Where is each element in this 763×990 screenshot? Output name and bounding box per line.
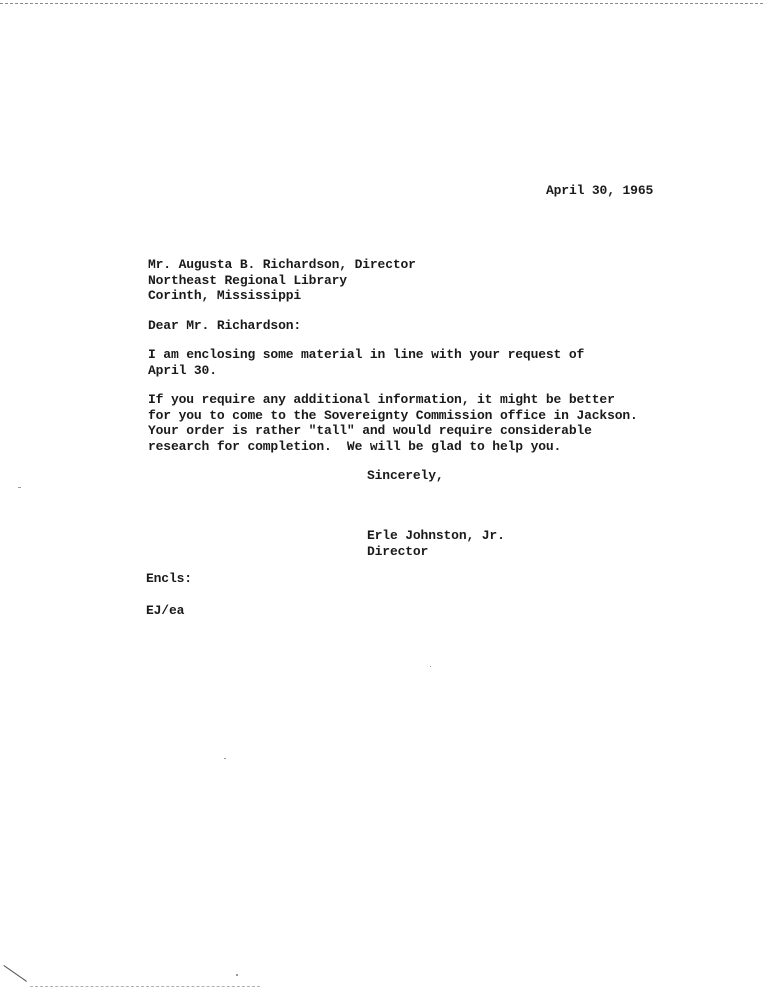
paragraph-line: Your order is rather "tall" and would require considerable <box>148 423 592 438</box>
reference-initials: EJ/ea <box>146 603 185 618</box>
body-paragraph-2 <box>148 392 638 454</box>
paragraph-line: I am enclosing some material in line with your request of <box>148 347 585 362</box>
scan-speck <box>430 666 431 667</box>
recipient-address <box>148 257 416 304</box>
salutation: Dear Mr. Richardson: <box>148 318 302 333</box>
scan-speck <box>18 487 21 488</box>
page-bottom-edge <box>30 986 260 987</box>
paragraph-line: April 30. <box>148 362 217 378</box>
signer-title: Director <box>367 543 429 559</box>
recipient-city-line: Corinth, Mississippi <box>148 288 302 303</box>
scan-corner-mark <box>3 965 27 982</box>
letter-date: April 30, 1965 <box>546 183 654 198</box>
complimentary-closing: Sincerely, <box>367 468 444 483</box>
recipient-organization-line: Northeast Regional Library <box>148 272 347 288</box>
paragraph-line: If you require any additional information, it might be better <box>148 392 615 407</box>
enclosure-notation: Encls: <box>146 571 192 586</box>
scan-speck <box>236 974 238 976</box>
body-paragraph-1 <box>148 347 584 378</box>
scan-speck <box>224 758 226 759</box>
recipient-name-line: Mr. Augusta B. Richardson, Director <box>148 257 416 272</box>
page-top-edge <box>0 3 763 4</box>
signature-block <box>367 528 505 559</box>
signer-name: Erle Johnston, Jr. <box>367 528 505 543</box>
paragraph-line: for you to come to the Sovereignty Commission office in Jackson. <box>148 407 638 423</box>
paragraph-line: research for completion. We will be glad to help you. <box>148 438 562 454</box>
